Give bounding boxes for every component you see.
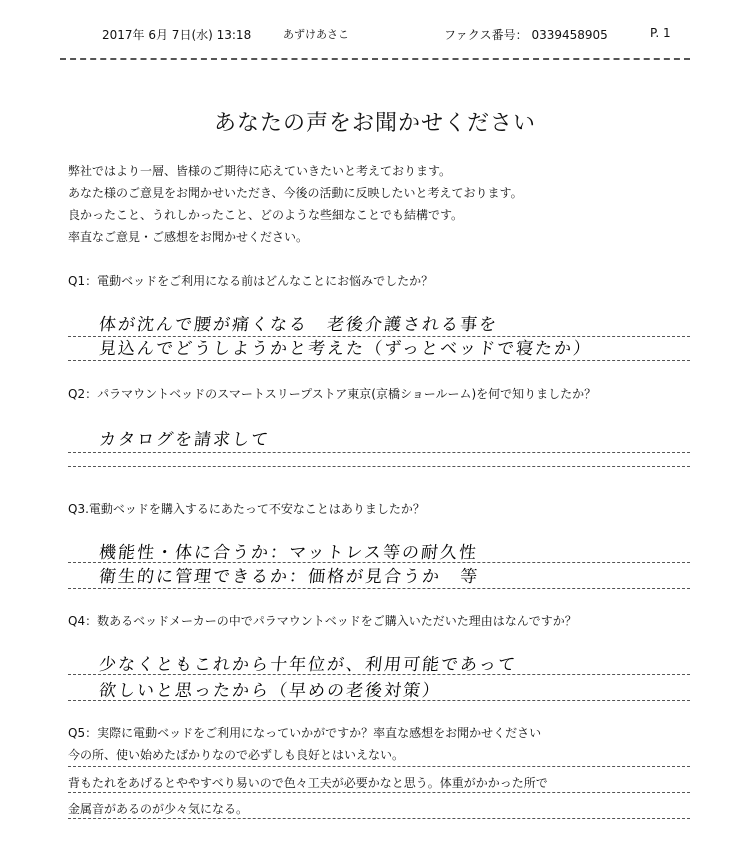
answer-rule (68, 674, 690, 675)
question-3-answer-line-2: 衛生的に管理できるか：価格が見合うか 等 (98, 567, 481, 587)
answer-rule (68, 452, 690, 453)
question-5-answer-line-2: 背もたれをあげるとややすべり易いので色々工夫が必要かなと思う。体重がかかった所で (68, 776, 548, 790)
header-divider (60, 58, 690, 60)
question-2-label: Q2：パラマウントベッドのスマートスリープストア東京(京橋ショールーム)を何で知りましたか？ (68, 387, 597, 401)
question-1-label: Q1：電動ベッドをご利用になる前はどんなことにお悩みでしたか？ (68, 274, 434, 288)
question-1-answer-line-1: 体が沈んで腰が痛くなる 老後介護される事を (98, 315, 500, 335)
question-5-label: Q5：実際に電動ベッドをご利用になっていかがですか？率直な感想をお聞かせください (68, 726, 542, 740)
answer-rule (68, 766, 690, 767)
fax-header (0, 26, 750, 52)
page-number: P. 1 (650, 26, 671, 40)
question-2-answer-line-1: カタログを請求して (98, 430, 272, 450)
answer-rule (68, 700, 690, 701)
answer-rule (68, 360, 690, 361)
answer-rule (68, 818, 690, 819)
question-5-answer-line-1: 今の所、使い始めたばかりなので必ずしも良好とはいえない。 (68, 748, 405, 762)
answer-rule (68, 588, 690, 589)
fax-sender: あずけあさこ (283, 28, 349, 41)
answer-rule (68, 466, 690, 467)
fax-datetime: 2017年 6月 7日(水) 13:18 (102, 28, 252, 42)
question-4-answer-line-2: 欲しいと思ったから（早めの老後対策） (98, 681, 443, 701)
question-1-answer-line-2: 見込んでどうしようかと考えた（ずっとベッドで寝たか） (98, 339, 594, 359)
intro-text (68, 160, 708, 248)
intro-line: 率直なご意見・ご感想をお聞かせください。 (68, 230, 309, 244)
answer-rule (68, 792, 690, 793)
question-3-label: Q3.電動ベッドを購入するにあたって不安なことはありましたか？ (68, 502, 425, 516)
intro-line: あなた様のご意見をお聞かせいただき、今後の活動に反映したいと考えております。 (68, 186, 523, 200)
fax-number: ファクス番号： 0339458905 (444, 28, 608, 42)
intro-line: 弊社ではより一層、皆様のご期待に応えていきたいと考えております。 (68, 164, 452, 178)
question-3-answer-line-1: 機能性・体に合うか：マットレス等の耐久性 (98, 543, 479, 563)
question-5-answer-line-3: 金属音があるのが少々気になる。 (68, 802, 249, 816)
question-4-answer-line-1: 少なくともこれから十年位が、利用可能であって (98, 655, 518, 675)
page-title: あなたの声をお聞かせください (213, 111, 536, 136)
intro-line: 良かったこと、うれしかったこと、どのような些細なことでも結構です。 (68, 208, 464, 222)
question-4-label: Q4：数あるベッドメーカーの中でパラマウントベッドをご購入いただいた理由はなんですか？ (68, 614, 577, 628)
